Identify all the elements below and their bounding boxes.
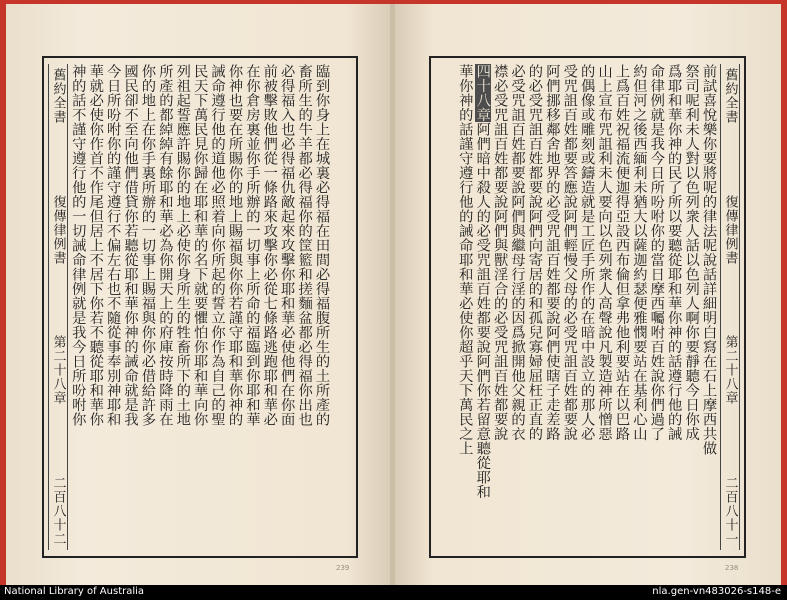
right-page-margin-column: [720, 64, 740, 550]
open-book: [6, 4, 781, 585]
left-pencil-note: 239: [336, 564, 350, 572]
text-column: 祭司呢利未人對以色列衆人話以色列人啊你要靜聽今日你成: [683, 64, 700, 441]
right-pencil-note: 238: [725, 564, 739, 572]
text-column: 誡命遵行他的道他必照着向你所起的誓立你作為自己的聖: [209, 64, 226, 427]
text-column: 神的話不謹守遵行他的一切誡命律例就是我今日所吩咐你: [70, 64, 87, 427]
left-margin-subtitle: 復傳律例書: [50, 194, 66, 265]
text-column: 阿們挪移鄰舍地界的必受咒詛百姓都要說阿們使瞎子走差路: [544, 64, 561, 441]
left-chapter-label: 第二十八章: [50, 335, 66, 406]
text-column: 四十八章阿們暗中殺人的必受咒詛百姓都要說阿們你若留意聽從耶和: [474, 64, 491, 499]
text-column: 國民卻不至向他們借貸你若聽從耶和華你神的誡命就是我: [122, 64, 139, 427]
left-body-text: [70, 64, 330, 550]
text-column: 上爲百姓祝福流便迦得亞設西布倫但拿弗他利要站在以巴路: [613, 64, 630, 441]
text-column: 華你神的話謹守遵行他的誡命耶和華必使你超乎天下萬民之上: [457, 64, 474, 456]
section-marker-highlight: 四十八章: [474, 64, 491, 122]
left-page: [6, 4, 392, 585]
text-column: 受咒詛百姓都要答應說阿們輕慢父母的必受咒詛百姓都要說: [561, 64, 578, 441]
text-column: 山上宣布咒詛利未人要向以色列衆人高聲說凡製造神所憎惡: [596, 64, 613, 441]
text-column: 前試喜悅樂你要將呢的律法呢說話詳細明白寫在石上摩西共做: [701, 64, 717, 456]
right-text-frame: [429, 56, 746, 558]
text-column: 必得福入也必得福仇敵起來攻擊你耶和華必使他們在你面: [279, 64, 296, 427]
text-column: 在你倉房裏並你手所辦的一切事上所命的福臨到你耶和華: [244, 64, 261, 427]
footer-identifier: nla.gen-vn483026-s148-e: [652, 586, 781, 597]
text-column: 你神也要在所賜你的地上賜福與你你若謹守耶和華你神的: [226, 64, 243, 427]
text-column: 命律例就是我今日所吩咐你的當日摩西囑咐百姓說你們過了: [648, 64, 665, 441]
text-column: 必受咒詛百姓都要說阿們與繼母行淫的因爲掀開他父親的衣: [509, 64, 526, 441]
text-column: 前被擊敗他們從一條路來攻擊你必從七條路逃跑耶和華必: [261, 64, 278, 427]
text-column: 列祖起誓應許賜你的地上必使你身所生的牲畜所下的土地: [174, 64, 191, 427]
text-column: 襟必受咒詛百姓都要說阿們與獸淫合的必受咒詛百姓都要說: [492, 64, 509, 441]
text-column: 你的地上在你手裏所辦的一切事上賜福與你你必借給許多: [139, 64, 156, 427]
text-column: 爲耶和華你神的民了所以要聽從耶和華你神的話遵行他的誡: [666, 64, 683, 441]
footer-bar: [0, 585, 787, 600]
text-column: 的必受咒詛百姓都要說阿們向寄居的和孤兒寡婦屈枉正直的: [526, 64, 543, 441]
left-text-frame: [42, 56, 358, 558]
footer-credit: National Library of Australia: [4, 586, 145, 597]
right-chapter-label: 第二十八章: [722, 335, 738, 406]
text-column: 今日所吩咐你的謹守遵行不偏左右也不隨從事奉別神耶和: [105, 64, 122, 427]
right-page: [395, 4, 781, 585]
text-column: 所產的都綽綽有餘耶和華必為你開天上的府庫按時降雨在: [157, 64, 174, 427]
text-column: 民天下萬民見你歸在耶和華的名下就要懼怕你耶和華向你: [192, 64, 209, 427]
text-column: 臨到你身上在城裏必得福在田間必得福腹所生的土所產的: [314, 64, 330, 427]
text-column: 約但河之後西緬利未猶大以薩迦約瑟便雅憫要站在基利心山: [631, 64, 648, 441]
right-page-number: 二百八十一: [722, 475, 738, 546]
right-margin-subtitle: 復傳律例書: [722, 194, 738, 265]
left-page-margin-column: [48, 64, 68, 550]
left-page-number: 二百八十二: [50, 475, 66, 546]
text-column: 華就必使你作首不作尾但居上不居下你若不聽從耶和華你: [87, 64, 104, 427]
text-column: 的偶像或雕刻或鑄造就是工匠手所作的在暗中設立的那人必: [579, 64, 596, 441]
right-margin-title: 舊約全書: [722, 68, 738, 124]
left-margin-title: 舊約全書: [50, 68, 66, 124]
text-column: 畜所生的牛羊都必得福你的筐籃和搓麵盆都必得福你出也: [296, 64, 313, 427]
right-body-text: [457, 64, 717, 550]
